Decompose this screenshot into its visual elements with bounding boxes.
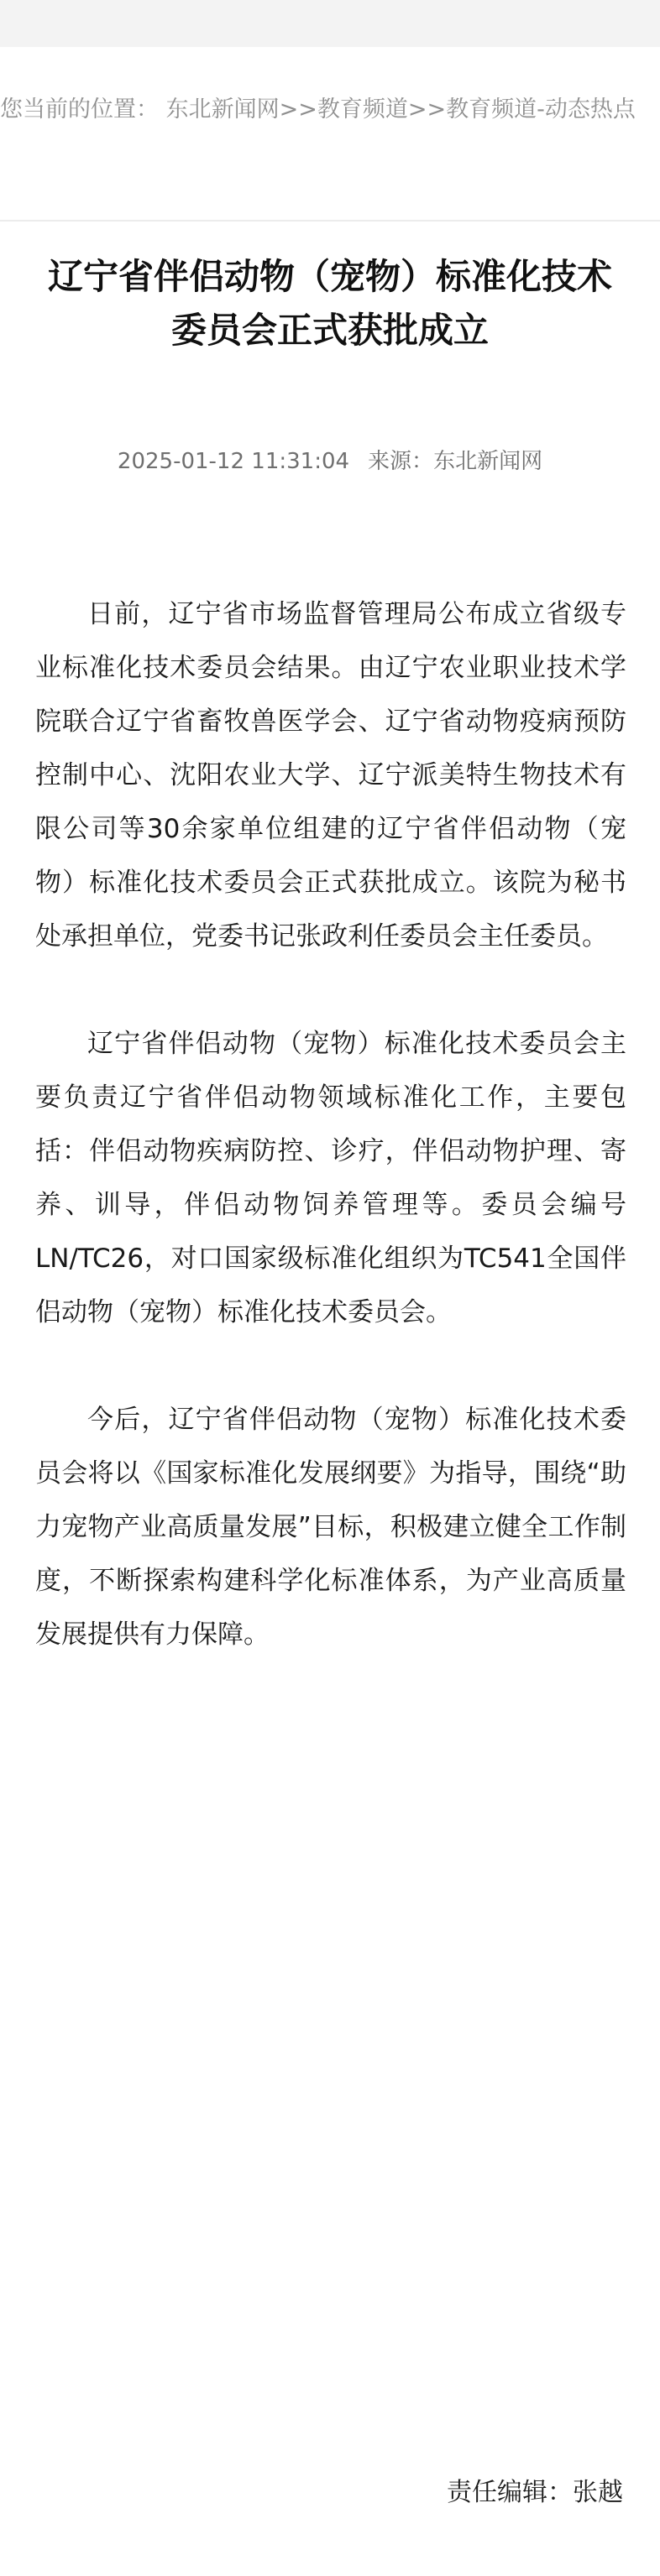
breadcrumb [0, 47, 660, 219]
breadcrumb-prefix: 您当前的位置： [0, 96, 159, 123]
article-body [35, 587, 626, 1715]
editor-name: 张越 [573, 2478, 623, 2507]
article-paragraph-2: 辽宁省伴侣动物（宠物）标准化技术委员会主要负责辽宁省伴侣动物领域标准化工作，主要包括：伴侣动物疾病防控、诊疗，伴侣动物护理、寄养、训导，伴侣动物饲养管理等。委员会编号LN/TC26，对口国家级标准化组织为TC541全国伴侣动物（宠物）标准化技术委员会。 [35, 1029, 626, 1327]
breadcrumb-path-link[interactable]: 东北新闻网>>教育频道>>教育频道-动态热点 [165, 96, 636, 123]
publish-date: 2025-01-12 11:31:04 [117, 449, 350, 474]
article-title: 辽宁省伴侣动物（宠物）标准化技术委员会正式获批成立 [47, 256, 612, 351]
article-paragraph-3: 今后，辽宁省伴侣动物（宠物）标准化技术委员会将以《国家标准化发展纲要》为指导，围绕“助力宠物产业高质量发展”目标，积极建立健全工作制度，不断探索构建科学化标准体系，为产业高质量发展提供有力保障。 [35, 1405, 626, 1650]
responsible-editor [447, 2470, 623, 2516]
article-paragraph-1: 日前，辽宁省市场监督管理局公布成立省级专业标准化技术委员会结果。由辽宁农业职业技术学院联合辽宁省畜牧兽医学会、辽宁省动物疫病预防控制中心、沈阳农业大学、辽宁派美特生物技术有限公司等30余家单位组建的辽宁省伴侣动物（宠物）标准化技术委员会正式获批成立。该院为秘书处承担单位，党委书记张政利任委员会主任委员。 [35, 599, 626, 952]
source-name: 东北新闻网 [433, 449, 543, 474]
header-divider [0, 220, 660, 222]
source-label: 来源： [368, 449, 434, 474]
article-meta [0, 438, 660, 485]
top-strip [0, 0, 660, 47]
editor-label: 责任编辑： [447, 2478, 573, 2507]
